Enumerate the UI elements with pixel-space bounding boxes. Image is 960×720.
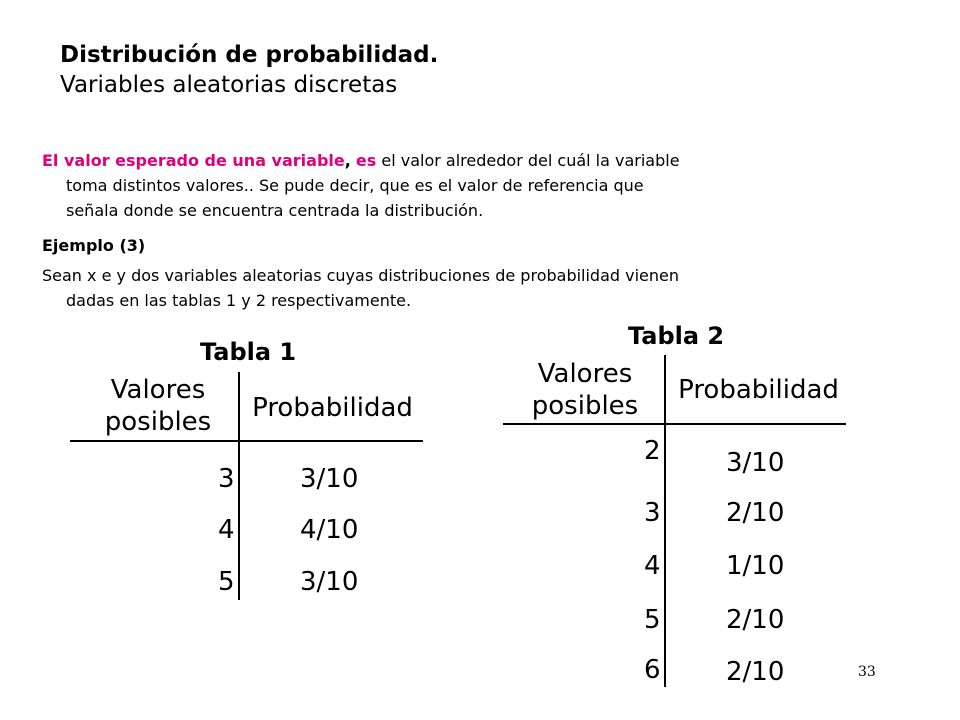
p1-line3: señala donde se encuentra centrada la distribución. — [66, 201, 484, 220]
table-row-value: 2 — [644, 436, 661, 466]
table-row-value: 5 — [644, 605, 661, 635]
table-2-header-values — [515, 358, 655, 422]
table-1-header-rule — [70, 440, 423, 442]
table-row-probability: 3/10 — [300, 464, 359, 494]
comma: , — [344, 151, 351, 170]
page-number: 33 — [858, 664, 876, 680]
table-row-value: 3 — [644, 498, 661, 528]
tables-intro-paragraph — [42, 263, 902, 313]
table-2-header-values-line2: posibles — [531, 391, 639, 421]
table-2-title: Tabla 2 — [628, 322, 725, 350]
table-row-probability: 2/10 — [726, 657, 785, 687]
table-1-header-values-line1: Valores — [110, 375, 206, 405]
table-2-column-rule — [664, 355, 666, 687]
table-row-probability: 3/10 — [300, 567, 359, 597]
es-keyword: es — [355, 151, 377, 170]
table-row-probability: 3/10 — [726, 448, 785, 478]
example-label: Ejemplo (3) — [42, 236, 146, 255]
title-line-1: Distribución de probabilidad. — [60, 42, 439, 68]
table-row-probability: 4/10 — [300, 515, 359, 545]
p3-line2: dadas en las tablas 1 y 2 respectivamente. — [66, 291, 412, 310]
table-row-value: 5 — [218, 567, 235, 597]
title-line-2: Variables aleatorias discretas — [60, 72, 398, 98]
table-row-probability: 2/10 — [726, 498, 785, 528]
table-2-header-probability: Probabilidad — [678, 375, 839, 405]
table-row-value: 4 — [218, 515, 235, 545]
table-row-value: 3 — [218, 464, 235, 494]
expected-value-term: El valor esperado de una variable — [42, 151, 345, 170]
table-row-value: 4 — [644, 551, 661, 581]
expected-value-paragraph — [42, 148, 902, 223]
table-1-header-values-line2: posibles — [104, 407, 212, 437]
table-1-header-probability: Probabilidad — [252, 393, 413, 423]
table-1-header-values — [88, 374, 228, 438]
table-1-title: Tabla 1 — [200, 338, 297, 366]
slide-title — [60, 40, 438, 100]
table-2-header-values-line1: Valores — [537, 359, 633, 389]
table-row-probability: 2/10 — [726, 605, 785, 635]
p1-line1-rest: el valor alrededor del cuál la variable — [376, 151, 680, 170]
table-row-probability: 1/10 — [726, 551, 785, 581]
table-1-column-rule — [238, 372, 240, 600]
p3-line1: Sean x e y dos variables aleatorias cuyas distribuciones de probabilidad vienen — [42, 266, 680, 285]
table-2-header-rule — [503, 423, 846, 425]
table-row-value: 6 — [644, 655, 661, 685]
p1-line2: toma distintos valores.. Se pude decir, que es el valor de referencia que — [66, 176, 644, 195]
